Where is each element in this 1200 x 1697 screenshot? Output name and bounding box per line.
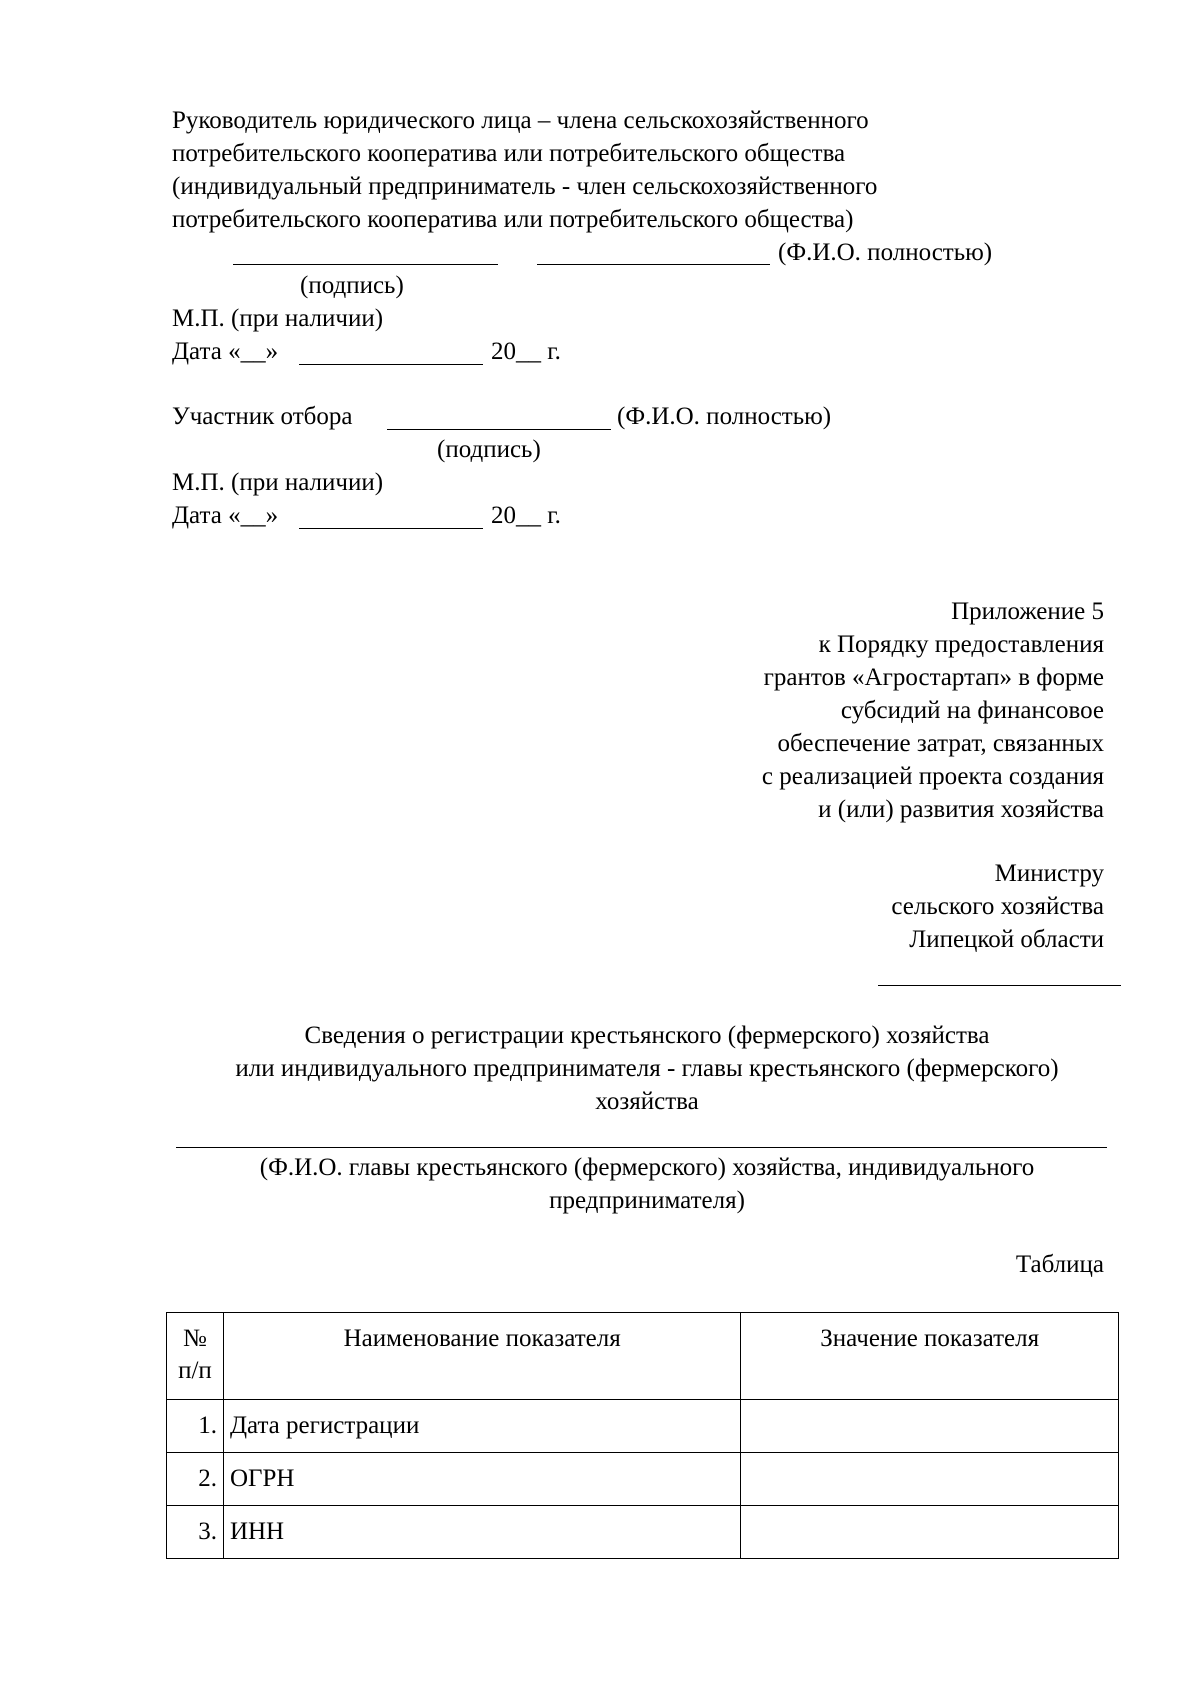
appendix-line-4: субсидий на финансовое [840,697,1104,724]
participant-signature-caption: (подпись) [437,436,541,463]
signatory-heading-line-1: Руководитель юридического лица – члена сельскохозяйственного [172,107,869,134]
addressee-line-1: Министру [994,860,1104,887]
signature-line [233,264,498,265]
date-month-line [299,364,483,365]
date-year: 20__ г. [491,338,561,365]
row-num: 2. [167,1453,224,1506]
participant-date-month-line [299,528,483,529]
appendix-line-3: грантов «Агростартап» в форме [763,664,1104,691]
row-name: ОГРН [223,1453,740,1506]
row-value[interactable] [741,1506,1119,1559]
participant-date-year: 20__ г. [491,502,561,529]
row-num: 1. [167,1400,224,1453]
document-title-line-2: или индивидуального предпринимателя - главы крестьянского (фермерского) [235,1055,1059,1082]
appendix-line-5: обеспечение затрат, связанных [777,730,1104,757]
participant-date-prefix: Дата «__» [172,502,279,529]
row-name: Дата регистрации [223,1400,740,1453]
participant-stamp-note: М.П. (при наличии) [172,469,384,496]
table-header-row [167,1313,1119,1400]
document-title-line-3: хозяйства [595,1088,699,1115]
signature-caption: (подпись) [300,272,404,299]
signatory-heading-line-2: потребительского кооператива или потребительского общества [172,140,846,167]
participant-fio-label: (Ф.И.О. полностью) [617,403,832,430]
appendix-line-1: Приложение 5 [951,598,1104,625]
head-fio-caption-line-1: (Ф.И.О. главы крестьянского (фермерского) хозяйства, индивидуального [259,1154,1035,1181]
head-fio-caption-line-2: предпринимателя) [549,1187,745,1214]
fio-label: (Ф.И.О. полностью) [778,239,993,266]
fio-line [537,264,770,265]
header-num-symbol: № [183,1325,207,1352]
signatory-heading-line-4: потребительского кооператива или потребительского общества) [172,206,854,233]
participant-signature-line [387,429,611,430]
table-row [167,1400,1119,1453]
header-indicator-name: Наименование показателя [223,1313,740,1400]
table-row [167,1506,1119,1559]
date-prefix: Дата «__» [172,338,279,365]
row-num: 3. [167,1506,224,1559]
head-fio-line [176,1147,1107,1148]
row-value[interactable] [741,1453,1119,1506]
row-value[interactable] [741,1400,1119,1453]
stamp-note: М.П. (при наличии) [172,305,384,332]
addressee-line-3: Липецкой области [909,926,1104,953]
addressee-sender-line [878,985,1121,986]
table-label: Таблица [1015,1251,1104,1278]
appendix-line-7: и (или) развития хозяйства [818,796,1104,823]
appendix-line-2: к Порядку предоставления [818,631,1104,658]
header-indicator-value: Значение показателя [741,1313,1119,1400]
indicators-table [166,1312,1119,1559]
header-num-abbr: п/п [178,1357,212,1384]
addressee-line-2: сельского хозяйства [891,893,1104,920]
table-row [167,1453,1119,1506]
appendix-line-6: с реализацией проекта создания [761,763,1104,790]
row-name: ИНН [223,1506,740,1559]
document-title-line-1: Сведения о регистрации крестьянского (фермерского) хозяйства [304,1022,990,1049]
signatory-heading-line-3: (индивидуальный предприниматель - член сельскохозяйственного [172,173,878,200]
header-num [167,1313,224,1400]
participant-label: Участник отбора [172,403,353,430]
